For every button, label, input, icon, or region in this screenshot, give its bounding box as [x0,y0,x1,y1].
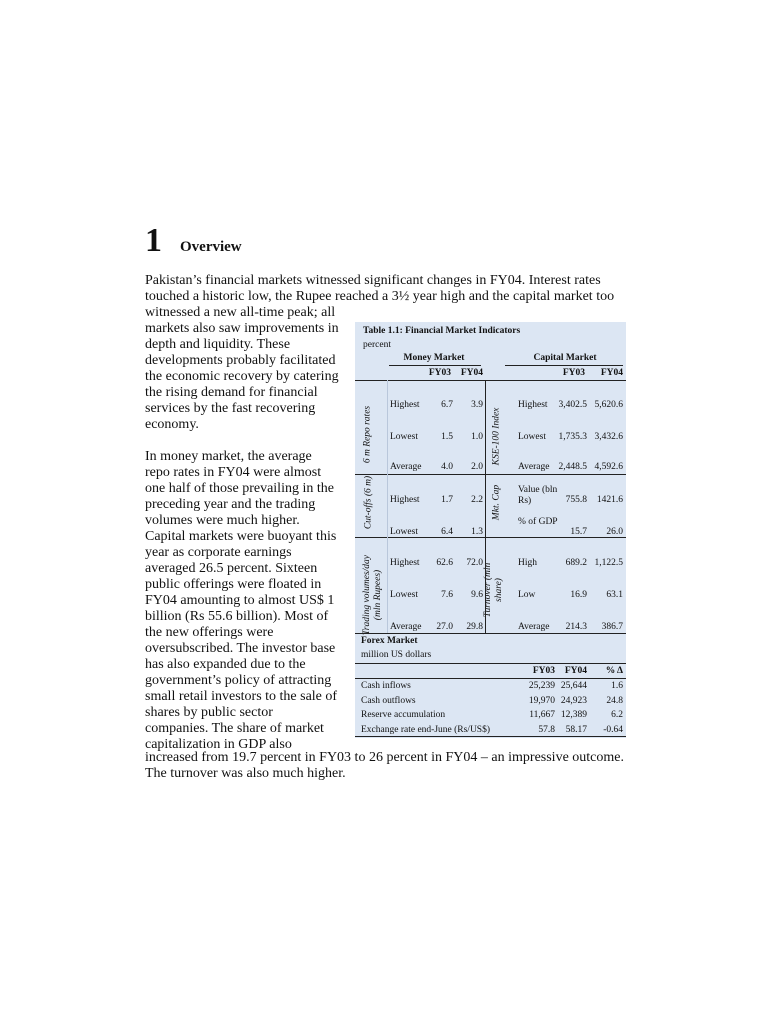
cm-value-fy04: 386.7 [601,622,623,632]
section-title: Overview [180,239,242,255]
fx-row-label: Exchange rate end-June (Rs/US$) [361,724,491,735]
mm-value-fy03: 1.5 [441,432,453,442]
cm-row-label: % of GDP [518,517,558,527]
cm-value-fy03: 16.9 [570,590,587,600]
text-line: the rising demand for financial [145,385,318,400]
cm-value-fy04: 1421.6 [596,495,623,505]
paragraph-top [145,273,614,321]
mm-value-fy03: 6.4 [441,527,453,537]
fx-col-fy04: FY04 [564,666,587,676]
text-line: repo rates in FY04 were almost [145,465,322,480]
cm-value-fy03: 214.3 [565,622,587,632]
paragraph-bottom [145,750,624,782]
cm-col-fy04: FY04 [600,368,623,378]
table-title: Table 1.1: Financial Market Indicators [363,326,521,336]
fx-value-fy03: 19,970 [528,695,555,706]
text-line: In money market, the average [145,449,312,464]
mm-value-fy04: 1.0 [471,432,483,442]
section-number: 1 [145,222,162,259]
cm-row-label: Average [518,462,550,472]
fx-value-chg: 24.8 [606,695,623,706]
mm-value-fy03: 6.7 [441,400,453,410]
cm-value-fy04: 3,432.6 [594,432,623,442]
mm-value-fy03: 62.6 [436,558,453,568]
text-line: capitalization in GDP also [145,737,292,752]
mm-row-label: Highest [390,400,420,410]
table-unit: percent [363,340,391,350]
mm-value-fy04: 1.3 [471,527,483,537]
mm-value-fy03: 7.6 [441,590,453,600]
mm-value-fy04: 2.0 [471,462,483,472]
cm-row-label: Low [518,590,536,600]
cm-value-fy04: 5,620.6 [594,400,623,410]
text-line: depth and liquidity. These [145,337,291,352]
cm-value-fy03: 689.2 [565,558,587,568]
cm-value-fy03: 15.7 [570,527,587,537]
fx-row-label: Cash outflows [361,695,416,706]
mm-row-label: Highest [390,558,420,568]
fx-value-fy03: 11,667 [529,710,555,720]
text-line: the new offerings were [145,625,274,640]
fx-value-chg: -0.64 [603,724,623,735]
text-line: Pakistan’s financial markets witnessed significant changes in FY04. Interest rates [145,273,601,288]
mm-value-fy04: 2.2 [471,495,483,505]
cm-value-fy03: 3,402.5 [558,400,587,410]
text-line: averaged 26.5 percent. Sixteen [145,561,318,576]
text-line: The turnover was also much higher. [145,766,346,781]
text-line: the economic recovery by catering [145,369,339,384]
mm-value-fy04: 72.0 [466,558,483,568]
mm-value-fy03: 1.7 [441,495,453,505]
mm-row-label: Highest [390,495,420,505]
text-line [145,433,339,449]
cm-group-label-turnover: Turnover (mln share) [483,562,504,618]
cm-row-label: Average [518,622,550,632]
mm-row-label: Lowest [390,590,418,600]
text-line: companies. The share of market [145,721,324,736]
fx-value-fy04: 25,644 [560,681,587,691]
mm-value-fy03: 4.0 [441,462,453,472]
mm-value-fy04: 29.8 [466,622,483,632]
forex-unit: million US dollars [361,650,432,660]
cm-row-label: Value (bln Rs) [518,485,558,506]
text-line: touched a historic low, the Rupee reached a 3½ year high and the capital market too [145,289,615,304]
text-line: has also expanded due to the [145,657,306,672]
paragraph-left-column [145,321,339,753]
text-line: services by the fast recovering [145,401,316,416]
fx-value-fy03: 57.8 [538,724,555,735]
text-line: public offerings were floated in [145,577,322,592]
mm-row-label: Average [390,462,422,472]
mm-group-label-volumes: Trading volumes/day (mln Rupees) [362,555,383,635]
mm-col-fy03: FY03 [428,368,451,378]
fx-col-fy03: FY03 [532,666,555,676]
text-line: economy. [145,417,199,432]
fx-value-fy04: 12,389 [560,710,587,720]
text-line: shares by public sector [145,705,273,720]
text-line: preceding year and the trading [145,497,316,512]
text-line: increased from 19.7 percent in FY03 to 26 percent in FY04 – an impressive outcome. [145,750,624,765]
fx-row-label: Reserve accumulation [361,710,446,720]
text-line: small retail investors to the sale of [145,689,338,704]
fx-value-fy03: 25,239 [528,681,555,691]
text-line: markets also saw improvements in [145,321,339,336]
cm-group-label-mktcap: Mkt. Cap [491,484,502,521]
money-market-header: Money Market [403,353,465,363]
text-line: Capital markets were buoyant this [145,529,337,544]
cm-row-label: Lowest [518,432,546,442]
cm-value-fy04: 26.0 [606,527,623,537]
financial-market-indicators-table [355,322,626,738]
fx-value-chg: 6.2 [611,710,623,720]
cm-row-label: High [518,558,537,568]
mm-row-label: Lowest [390,432,418,442]
fx-value-fy04: 24,923 [560,695,587,706]
cm-group-label-kse: KSE-100 Index [491,407,502,466]
mm-col-fy04: FY04 [460,368,483,378]
fx-row-label: Cash inflows [361,681,411,691]
text-line: one half of those prevailing in the [145,481,334,496]
mm-row-label: Lowest [390,527,418,537]
cm-col-fy03: FY03 [562,368,585,378]
fx-value-chg: 1.6 [611,681,623,691]
text-line: witnessed a new all-time peak; all [145,305,336,320]
mm-value-fy04: 3.9 [471,400,483,410]
mm-value-fy03: 27.0 [436,622,453,632]
text-line: government’s policy of attracting [145,673,332,688]
mm-group-label-repo: 6 m Repo rates [362,405,373,464]
cm-value-fy04: 1,122.5 [594,558,623,568]
text-line: year as corporate earnings [145,545,292,560]
forex-header: Forex Market [361,636,418,646]
capital-market-header: Capital Market [533,353,597,363]
text-line: FY04 amounting to almost US$ 1 [145,593,335,608]
cm-value-fy03: 755.8 [565,495,587,505]
cm-value-fy03: 1,735.3 [558,432,587,442]
mm-group-label-cutoffs: Cut-offs (6 m) [363,475,374,530]
mm-value-fy04: 9.6 [471,590,483,600]
text-line: volumes were much higher. [145,513,300,528]
fx-col-chg: % Δ [605,666,623,676]
cm-value-fy03: 2,448.5 [558,462,587,472]
text-line: oversubscribed. The investor base [145,641,336,656]
fx-value-fy04: 58.17 [565,724,587,735]
cm-value-fy04: 4,592.6 [594,462,623,472]
text-line: developments probably facilitated [145,353,336,368]
section-heading [145,224,242,258]
cm-value-fy04: 63.1 [606,590,623,600]
cm-row-label: Highest [518,400,548,410]
text-line: billion (Rs 55.6 billion). Most of [145,609,329,624]
mm-row-label: Average [390,622,422,632]
